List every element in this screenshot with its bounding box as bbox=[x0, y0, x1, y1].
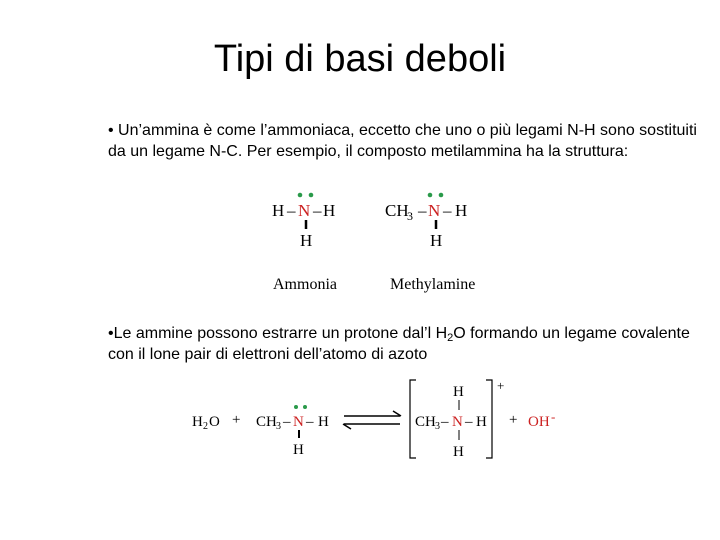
methylamine-bond-right: – bbox=[443, 201, 452, 220]
reactant-nitrogen: N bbox=[293, 414, 304, 430]
figure-protonation-reaction bbox=[192, 378, 555, 460]
product-sub3: 3 bbox=[435, 421, 440, 432]
product-charge: + bbox=[497, 378, 505, 393]
lone-pair-dot bbox=[303, 405, 307, 409]
water-h: H bbox=[192, 414, 203, 430]
lone-pair-dot bbox=[428, 193, 433, 198]
product-h-bottom: H bbox=[453, 444, 464, 460]
hydroxide-charge: - bbox=[551, 409, 556, 424]
methylamine-h-bottom: H bbox=[430, 231, 443, 250]
product-bond: – bbox=[441, 414, 449, 430]
reaction-plus-1: + bbox=[232, 412, 241, 428]
ammonia-caption: Ammonia bbox=[273, 276, 337, 293]
ammonia-h-left: H bbox=[272, 201, 285, 220]
methylamine-caption: Methylamine bbox=[390, 276, 476, 293]
methylamine-sub3: 3 bbox=[407, 209, 413, 223]
lone-pair-dot bbox=[309, 193, 314, 198]
subscript-2: 2 bbox=[447, 332, 454, 344]
ammonia-h-bottom: H bbox=[300, 231, 313, 250]
reactant-sub3: 3 bbox=[276, 421, 281, 432]
ammonia-nitrogen: N bbox=[298, 201, 311, 220]
bullet-amine-definition: • Un’ammina è come l’ammoniaca, eccetto che uno o più legami N-H sono sostituiti da un legame N-C. Per esempio, il composto metilammina ha la struttura: bbox=[108, 122, 697, 160]
product-nitrogen: N bbox=[452, 414, 463, 430]
product-bond-right: – bbox=[465, 414, 473, 430]
reactant-h-right: H bbox=[318, 414, 329, 430]
lone-pair-dot bbox=[439, 193, 444, 198]
water-o: O bbox=[209, 414, 220, 430]
ammonia-h-right: H bbox=[323, 201, 336, 220]
slide-title: Tipi di basi deboli bbox=[213, 38, 507, 80]
reactant-bond: – bbox=[283, 414, 291, 430]
lone-pair-dot bbox=[298, 193, 303, 198]
methylamine-bond-left: – bbox=[418, 201, 427, 220]
methylamine-nitrogen: N bbox=[428, 201, 441, 220]
ammonia-bond-right: – bbox=[313, 201, 322, 220]
methylamine-h-right: H bbox=[455, 201, 468, 220]
reactant-bond-right: – bbox=[306, 414, 314, 430]
bullet-amine-protonation: •Le ammine possono estrarre un protone dal’l $H_2O$ formando un legame covalente con il lone pair di elettroni dell’atomo di azoto bbox=[108, 325, 690, 363]
product-h-right: H bbox=[476, 414, 487, 430]
hydroxide-oh: OH bbox=[528, 414, 550, 430]
lone-pair-dot bbox=[294, 405, 298, 409]
ammonia-structure bbox=[272, 193, 337, 293]
water-sub2: 2 bbox=[203, 421, 208, 432]
methylamine-structure bbox=[385, 193, 475, 293]
reactant-h-bottom: H bbox=[293, 442, 304, 458]
methylamine-ch: CH bbox=[385, 201, 409, 220]
equilibrium-arrow bbox=[343, 411, 401, 429]
reactant-ch: CH bbox=[256, 414, 277, 430]
ammonia-bond-left: – bbox=[287, 201, 296, 220]
reaction-plus-2: + bbox=[509, 412, 518, 428]
product-h-top: H bbox=[453, 384, 464, 400]
product-ch: CH bbox=[415, 414, 436, 430]
